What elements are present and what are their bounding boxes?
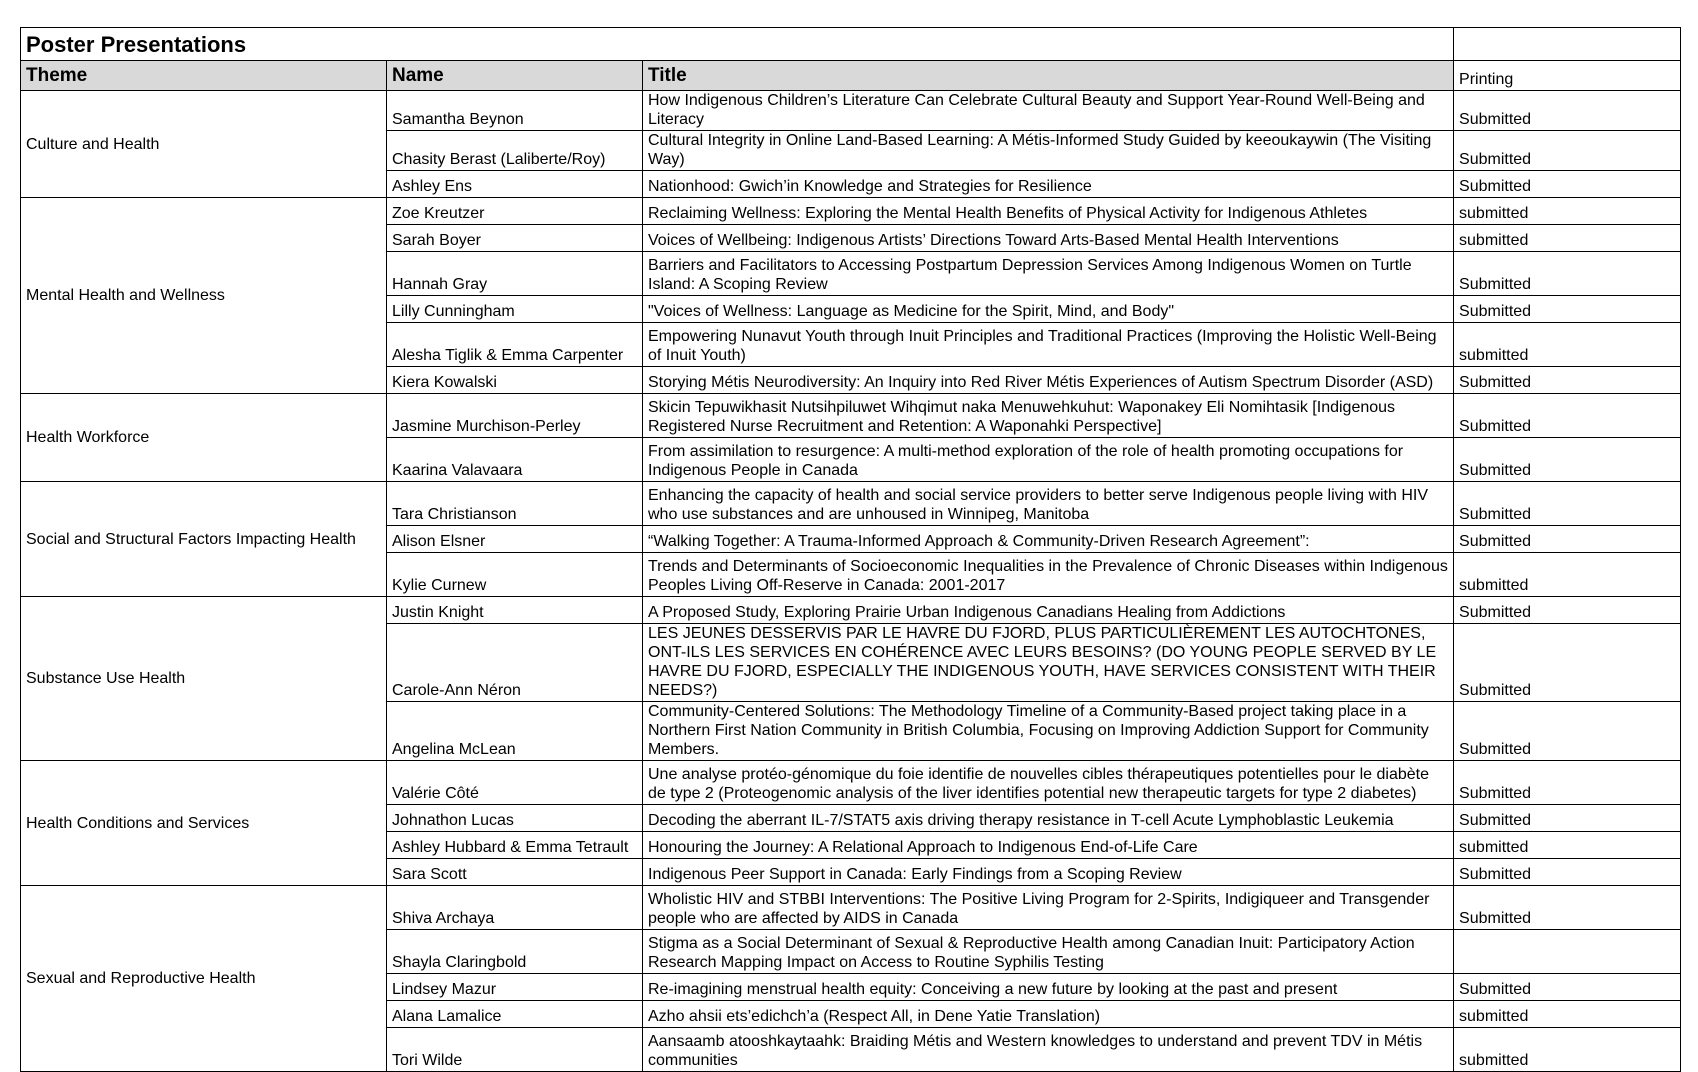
status-cell: submitted <box>1454 225 1681 252</box>
title-cell: Community-Centered Solutions: The Methodology Timeline of a Community-Based project taking place in a Northern First Nation Community in British Columbia, Focusing on Improving Addiction Support for Community Members. <box>643 702 1454 761</box>
title-cell: "Voices of Wellness: Language as Medicine for the Spirit, Mind, and Body" <box>643 296 1454 323</box>
title-cell: Wholistic HIV and STBBI Interventions: The Positive Living Program for 2-Spirits, Indigiqueer and Transgender people who are affected by AIDS in Canada <box>643 886 1454 930</box>
header-row <box>21 61 1681 91</box>
name-cell: Justin Knight <box>387 597 643 624</box>
status-cell: submitted <box>1454 1028 1681 1072</box>
table-row <box>21 482 1681 526</box>
status-cell: Submitted <box>1454 296 1681 323</box>
status-cell: Submitted <box>1454 702 1681 761</box>
status-cell: Submitted <box>1454 438 1681 482</box>
title-cell: Indigenous Peer Support in Canada: Early Findings from a Scoping Review <box>643 859 1454 886</box>
title-row-empty-cell <box>1454 28 1681 61</box>
status-cell: submitted <box>1454 553 1681 597</box>
status-cell: Submitted <box>1454 805 1681 832</box>
poster-presentations-table <box>20 27 1681 1072</box>
status-cell: submitted <box>1454 323 1681 367</box>
status-cell <box>1454 930 1681 974</box>
title-row <box>21 28 1681 61</box>
status-cell: Submitted <box>1454 482 1681 526</box>
name-cell: Valérie Côté <box>387 761 643 805</box>
name-cell: Kylie Curnew <box>387 553 643 597</box>
title-cell: Aansaamb atooshkaytaahk: Braiding Métis and Western knowledges to understand and prevent TDV in Métis communities <box>643 1028 1454 1072</box>
name-cell: Chasity Berast (Laliberte/Roy) <box>387 131 643 171</box>
status-cell: Submitted <box>1454 367 1681 394</box>
name-cell: Shiva Archaya <box>387 886 643 930</box>
title-cell: How Indigenous Children’s Literature Can Celebrate Cultural Beauty and Support Year-Round Well-Being and Literacy <box>643 91 1454 131</box>
title-cell: Re-imagining menstrual health equity: Conceiving a new future by looking at the past and present <box>643 974 1454 1001</box>
title-cell: Stigma as a Social Determinant of Sexual & Reproductive Health among Canadian Inuit: Participatory Action Research Mapping Impact on Access to Routine Syphilis Testing <box>643 930 1454 974</box>
name-cell: Lindsey Mazur <box>387 974 643 1001</box>
table-row <box>21 761 1681 805</box>
name-cell: Carole-Ann Néron <box>387 624 643 702</box>
name-cell: Johnathon Lucas <box>387 805 643 832</box>
name-cell: Ashley Hubbard & Emma Tetrault <box>387 832 643 859</box>
table-title: Poster Presentations <box>21 28 1454 61</box>
name-cell: Alesha Tiglik & Emma Carpenter <box>387 323 643 367</box>
status-cell: Submitted <box>1454 859 1681 886</box>
name-cell: Lilly Cunningham <box>387 296 643 323</box>
status-cell: Submitted <box>1454 761 1681 805</box>
status-cell: submitted <box>1454 1001 1681 1028</box>
name-cell: Hannah Gray <box>387 252 643 296</box>
col-header-printing: Printing <box>1454 61 1681 91</box>
status-cell: Submitted <box>1454 597 1681 624</box>
title-cell: Empowering Nunavut Youth through Inuit Principles and Traditional Practices (Improving the Holistic Well-Being of Inuit Youth) <box>643 323 1454 367</box>
title-cell: Honouring the Journey: A Relational Approach to Indigenous End-of-Life Care <box>643 832 1454 859</box>
theme-cell: Sexual and Reproductive Health <box>21 886 387 1072</box>
theme-cell: Mental Health and Wellness <box>21 198 387 394</box>
name-cell: Kaarina Valavaara <box>387 438 643 482</box>
table-row <box>21 394 1681 438</box>
name-cell: Ashley Ens <box>387 171 643 198</box>
col-header-name: Name <box>387 61 643 91</box>
theme-cell: Health Workforce <box>21 394 387 482</box>
title-cell: LES JEUNES DESSERVIS PAR LE HAVRE DU FJORD, PLUS PARTICULIÈREMENT LES AUTOCHTONES, ONT-ILS LES SERVICES EN COHÉRENCE AVEC LEURS BESOINS? (DO YOUNG PEOPLE SERVED BY LE HAVRE DU FJORD, ESPECIALLY THE INDIGENOUS YOUTH, HAVE SERVICES CONSISTENT WITH THEIR NEEDS?) <box>643 624 1454 702</box>
status-cell: submitted <box>1454 198 1681 225</box>
status-cell: Submitted <box>1454 624 1681 702</box>
status-cell: Submitted <box>1454 91 1681 131</box>
title-cell: Barriers and Facilitators to Accessing Postpartum Depression Services Among Indigenous Women on Turtle Island: A Scoping Review <box>643 252 1454 296</box>
title-cell: Cultural Integrity in Online Land-Based Learning: A Métis-Informed Study Guided by keeoukaywin (The Visiting Way) <box>643 131 1454 171</box>
title-cell: Reclaiming Wellness: Exploring the Mental Health Benefits of Physical Activity for Indigenous Athletes <box>643 198 1454 225</box>
col-header-title: Title <box>643 61 1454 91</box>
title-cell: A Proposed Study, Exploring Prairie Urban Indigenous Canadians Healing from Addictions <box>643 597 1454 624</box>
table-row <box>21 198 1681 225</box>
name-cell: Tori Wilde <box>387 1028 643 1072</box>
name-cell: Alana Lamalice <box>387 1001 643 1028</box>
name-cell: Kiera Kowalski <box>387 367 643 394</box>
name-cell: Angelina McLean <box>387 702 643 761</box>
title-cell: Skicin Tepuwikhasit Nutsihpiluwet Wihqimut naka Menuwehkuhut: Waponakey Eli Nomihtasik [Indigenous Registered Nurse Recruitment and Retention: A Waponahki Perspective] <box>643 394 1454 438</box>
name-cell: Samantha Beynon <box>387 91 643 131</box>
status-cell: submitted <box>1454 832 1681 859</box>
name-cell: Shayla Claringbold <box>387 930 643 974</box>
name-cell: Tara Christianson <box>387 482 643 526</box>
title-cell: Nationhood: Gwich’in Knowledge and Strategies for Resilience <box>643 171 1454 198</box>
table-row <box>21 886 1681 930</box>
title-cell: Storying Métis Neurodiversity: An Inquiry into Red River Métis Experiences of Autism Spectrum Disorder (ASD) <box>643 367 1454 394</box>
col-header-theme: Theme <box>21 61 387 91</box>
name-cell: Sara Scott <box>387 859 643 886</box>
theme-cell: Health Conditions and Services <box>21 761 387 886</box>
title-cell: Decoding the aberrant IL-7/STAT5 axis driving therapy resistance in T-cell Acute Lymphoblastic Leukemia <box>643 805 1454 832</box>
name-cell: Sarah Boyer <box>387 225 643 252</box>
theme-cell: Culture and Health <box>21 91 387 198</box>
name-cell: Jasmine Murchison-Perley <box>387 394 643 438</box>
status-cell: Submitted <box>1454 526 1681 553</box>
title-cell: “Walking Together: A Trauma-Informed Approach & Community-Driven Research Agreement”: <box>643 526 1454 553</box>
title-cell: Une analyse protéo-génomique du foie identifie de nouvelles cibles thérapeutiques potentielles pour le diabète de type 2 (Proteogenomic analysis of the liver identifies potential new therapeutic targets for type 2 diabetes) <box>643 761 1454 805</box>
status-cell: Submitted <box>1454 252 1681 296</box>
name-cell: Zoe Kreutzer <box>387 198 643 225</box>
status-cell: Submitted <box>1454 886 1681 930</box>
table-row <box>21 91 1681 131</box>
status-cell: Submitted <box>1454 131 1681 171</box>
table-row <box>21 597 1681 624</box>
name-cell: Alison Elsner <box>387 526 643 553</box>
title-cell: From assimilation to resurgence: A multi-method exploration of the role of health promoting occupations for Indigenous People in Canada <box>643 438 1454 482</box>
theme-cell: Substance Use Health <box>21 597 387 761</box>
status-cell: Submitted <box>1454 171 1681 198</box>
status-cell: Submitted <box>1454 974 1681 1001</box>
title-cell: Enhancing the capacity of health and social service providers to better serve Indigenous people living with HIV who use substances and are unhoused in Winnipeg, Manitoba <box>643 482 1454 526</box>
title-cell: Trends and Determinants of Socioeconomic Inequalities in the Prevalence of Chronic Diseases within Indigenous Peoples Living Off-Reserve in Canada: 2001-2017 <box>643 553 1454 597</box>
title-cell: Azho ahsii ets’edichch’a (Respect All, in Dene Yatie Translation) <box>643 1001 1454 1028</box>
title-cell: Voices of Wellbeing: Indigenous Artists’ Directions Toward Arts-Based Mental Health Interventions <box>643 225 1454 252</box>
status-cell: Submitted <box>1454 394 1681 438</box>
theme-cell: Social and Structural Factors Impacting Health <box>21 482 387 597</box>
